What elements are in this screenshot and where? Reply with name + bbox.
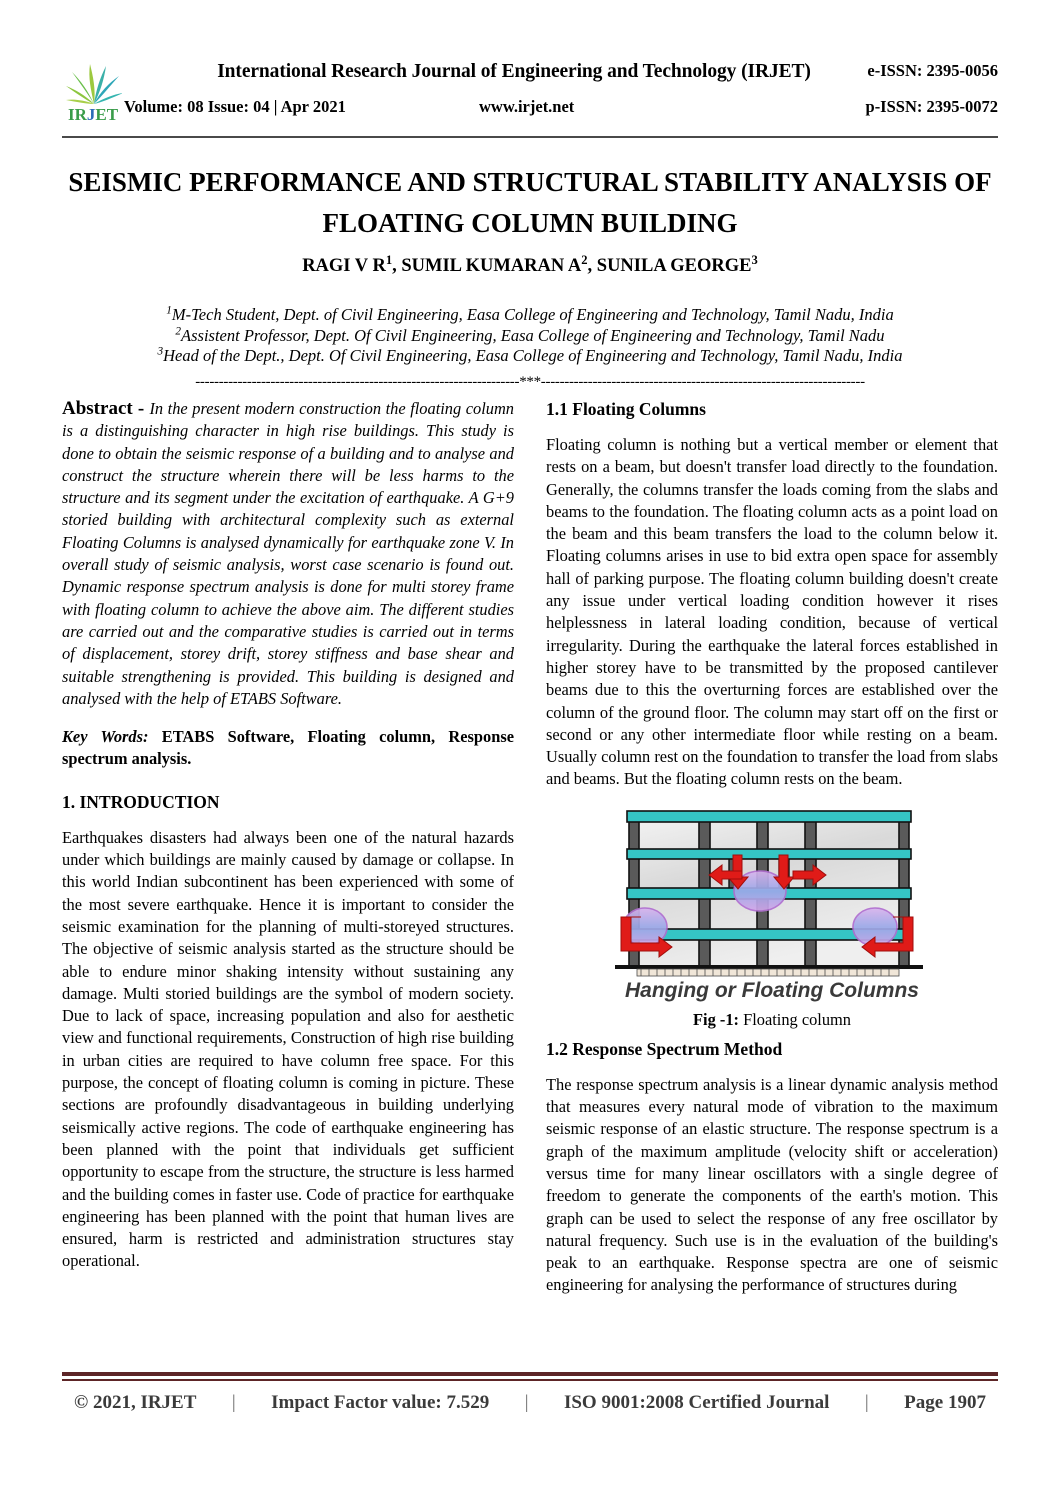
header-divider — [62, 136, 998, 138]
journal-website-link[interactable]: www.irjet.net — [479, 97, 575, 116]
leaf-fan-icon — [66, 58, 122, 108]
page-header — [62, 56, 998, 130]
footer-page-number: Page 1907 — [904, 1392, 986, 1413]
heading-floating-columns: 1.1 Floating Columns — [546, 399, 706, 419]
heading-response-spectrum: 1.2 Response Spectrum Method — [546, 1038, 783, 1059]
footer-copyright: © 2021, IRJET — [74, 1392, 197, 1413]
paper-title: SEISMIC PERFORMANCE AND STRUCTURAL STABILITY ANALYSIS OF FLOATING COLUMN BUILDING — [68, 167, 992, 238]
footer-certification: ISO 9001:2008 Certified Journal — [563, 1392, 830, 1413]
logo-j-text: J — [86, 105, 96, 124]
keywords-paragraph — [62, 726, 514, 771]
footer-separator-1: | — [231, 1392, 236, 1413]
author-list: RAGI V $R^1$, SUMIL KUMARAN $A^2$, SUNILA GEORGE$^3$ — [302, 252, 758, 276]
affiliation-line-3: $^3$Head of the Dept., Dept. Of Civil Engineering, Easa College of Engineering and Technology, Tamil Nadu, India — [157, 345, 903, 365]
affiliation-line-1: $^1$M-Tech Student, Dept. of Civil Engineering, Easa College of Engineering and Technology, Tamil Nadu, India — [166, 304, 894, 324]
logo-et-text: ET — [95, 105, 119, 124]
irjet-logo — [62, 58, 124, 130]
page-footer — [62, 1388, 998, 1418]
keywords-label: Key Words: — [62, 727, 149, 747]
floating-columns-paragraph: Floating column is nothing but a vertical member or element that rests on a beam, but doesn't transfer load directly to the foundation. Generally, the columns transfer the loads coming from the slabs and beams to the foundation. The floating column acts as a point load on the beam and this beam transfers the load to the column below it. Floating columns arises in use to bid extra open space for assembly hall of parking purpose. The floating column building doesn't create any issue under vertical loading condition however it rises helplessness in lateral loading condition, because of vertical irregularity. During the earthquake the lateral forces established in higher storey have to be transmitted by the proposed cantilever beams due to this the overturning forces are established over the column of the ground floor. The column may start off on the first or second or any other intermediate floor while resting on a beam. Usually column rest on the foundation to transfer the load from slabs and beams. But the floating column rests on the beam. — [546, 435, 999, 789]
abstract-body: In the present modern construction the floating column is a distinguishing character in high rise buildings. This study is done to obtain the seismic response of a building and to analyse and construct the structure wherein there will be less harms to the structure and its segment under the excitation of earthquake. A G+9 storied building with architectural complexity such as external Floating Columns is analysed dynamically for earthquake zone V. In overall study of seismic analysis, worst case scenario is found out. Dynamic response spectrum analysis is done for multi storey frame with floating column to achieve the above aim. The different studies are carried out and the comparative studies is carried out in terms of displacement, storey drift, storey stiffness and base shear and suitable strengthening is provided. This building is designed and analysed with the help of ETABS Software. — [62, 399, 514, 708]
footer-separator-3: | — [864, 1392, 869, 1413]
abstract-paragraph — [62, 398, 514, 710]
introduction-paragraph: Earthquakes disasters had always been one of the natural hazards under which buildings are mainly caused by damage or collapse. In this world Indian subcontinent has been experienced with some of the most severe earthquake. Hence it is important to consider the seismic examination for the planning of multi-storeyed structures. The objective of seismic analysis started as the structure should be able to endure minor shaking intensity without sustaining any damage. Multi storied buildings are the symbol of modern society. Due to lack of space, increasing population and also for aesthetic view and functional requirements, Construction of high rise building in urban cities are required to have column free space. For this purpose, the concept of floating column is coming in picture. These sections are profoundly disadvantageous in building underlying seismically active regions. The code of earthquake engineering has been planned with the point that individuals get sufficient opportunity to escape from the structure, the structure is less harmed and the building comes in faster use. Code of practice for earthquake engineering has been planned with the point that human lives are ensured, harm is restricted and administration structures stay operational. — [62, 827, 514, 1271]
footer-divider-thin — [62, 1379, 998, 1381]
building-frame-illustration — [607, 805, 937, 1005]
p-issn-text: p-ISSN: 2395-0072 — [865, 97, 998, 116]
author-affiliations — [62, 305, 998, 367]
figure-1 — [546, 805, 998, 1030]
right-column — [546, 398, 998, 1297]
figure-caption — [546, 1009, 998, 1030]
figure-inner-label: Hanging or Floating Columns — [625, 978, 919, 1002]
figure-caption-text: Floating column — [738, 1009, 851, 1029]
keywords-body: ETABS Software, Floating column, Response spectrum analysis. — [62, 727, 514, 769]
section-separator: ---------------------------------------------------------------------***--------------------------------------------------------------------- — [195, 374, 865, 390]
ground-support — [615, 965, 923, 976]
left-column — [62, 398, 514, 1273]
journal-meta-row — [124, 96, 904, 118]
figure-caption-label: Fig -1: — [693, 1009, 739, 1029]
floating-column-diagram — [607, 805, 937, 1005]
footer-divider-thick — [62, 1372, 998, 1376]
footer-impact-factor: Impact Factor value: 7.529 — [271, 1392, 490, 1413]
heading-introduction: 1. INTRODUCTION — [62, 791, 220, 812]
affiliation-line-2: $^2$Assistent Professor, Dept. Of Civil Engineering, Easa College of Engineering and Technology, Tamil Nadu — [175, 325, 885, 345]
volume-issue-text: Volume: 08 Issue: 04 | Apr 2021 — [124, 97, 346, 116]
e-issn-text: e-ISSN: 2395-0056 — [867, 61, 998, 80]
journal-title: International Research Journal of Engineering and Technology (IRJET) — [217, 61, 811, 82]
logo-ir-text: IR — [67, 105, 87, 124]
irjet-logo-text — [62, 106, 124, 124]
response-spectrum-paragraph: The response spectrum analysis is a linear dynamic analysis method that measures every natural mode of vibration to the maximum seismic response of an elastic structure. The response spectrum is a graph of the maximum amplitude (velocity shift or acceleration) versus time for many linear oscillators with a single degree of freedom to generate the components of the earth's motion. This graph can be used to select the response of any free oscillator by natural frequency. Such use is in the evaluation of the building's peak to an earthquake. Response spectra are one of seismic engineering for analysing the performance of structures during — [546, 1074, 998, 1295]
abstract-label: Abstract - — [62, 398, 150, 419]
footer-separator-2: | — [524, 1392, 529, 1413]
